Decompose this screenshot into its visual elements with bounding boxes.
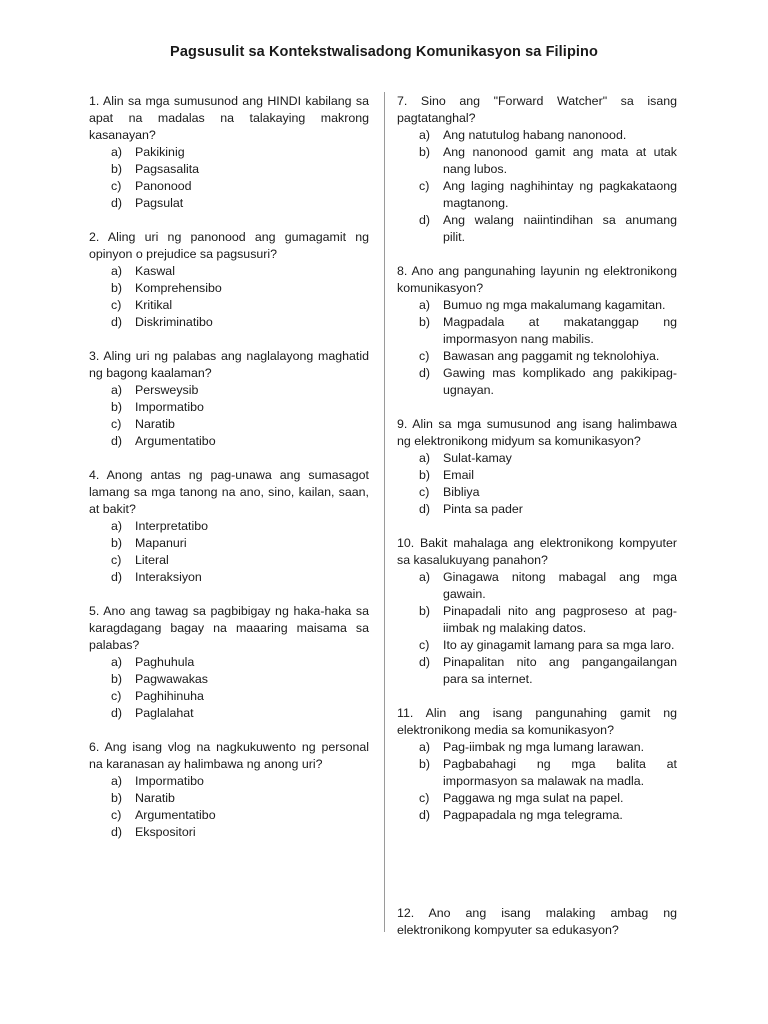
choice-text: Bawasan ang paggamit ng teknolohiya. (443, 349, 660, 363)
choice-item[interactable] (397, 603, 677, 637)
choice-letter: d) (111, 825, 123, 839)
choice-text: Pagsulat (135, 196, 184, 210)
question-text: 2. Aling uri ng panonood ang gumagamit ng opinyon o prejudice sa pagsusuri? (89, 230, 369, 261)
choice-item[interactable] (89, 178, 369, 195)
choice-letter: c) (111, 417, 122, 431)
question-7 (397, 93, 677, 246)
choice-text: Ang walang naiintindihan sa anumang pilit. (443, 213, 677, 244)
choice-item[interactable] (89, 688, 369, 705)
question-text: 6. Ang isang vlog na nagkukuwento ng personal na karanasan ay halimbawa ng anong uri? (89, 740, 369, 771)
choice-list (397, 297, 677, 399)
choice-letter: c) (111, 808, 122, 822)
choice-letter: c) (111, 553, 122, 567)
choice-letter: a) (111, 264, 123, 278)
question-text: 10. Bakit mahalaga ang elektronikong kompyuter sa kasalukuyang panahon? (397, 536, 677, 567)
choice-letter: c) (111, 689, 122, 703)
question-text: 9. Alin sa mga sumusunod ang isang halimbawa ng elektronikong midyum sa komunikasyon? (397, 417, 677, 448)
choice-item[interactable] (89, 790, 369, 807)
choice-item[interactable] (397, 637, 677, 654)
choice-letter: b) (111, 672, 123, 686)
choice-letter: c) (419, 791, 430, 805)
choice-text: Mapanuri (135, 536, 187, 550)
choice-item[interactable] (89, 773, 369, 790)
choice-letter: a) (111, 519, 123, 533)
question-text: 5. Ano ang tawag sa pagbibigay ng haka-haka sa karagdagang bagay na maaaring maisama sa palabas? (89, 604, 369, 652)
choice-text: Paghihinuha (135, 689, 204, 703)
choice-text: Pinapadali nito ang pagproseso at pag-iimbak ng malaking datos. (443, 604, 677, 635)
left-column (89, 93, 369, 858)
choice-text: Interaksiyon (135, 570, 202, 584)
document-title: Pagsusulit sa Kontekstwalisadong Komunikasyon sa Filipino (170, 44, 598, 60)
choice-letter: a) (111, 774, 123, 788)
choice-letter: b) (419, 757, 431, 771)
choice-item[interactable] (89, 654, 369, 671)
choice-letter: b) (111, 281, 123, 295)
choice-item[interactable] (89, 807, 369, 824)
blank-space (397, 841, 677, 905)
question-1 (89, 93, 369, 212)
choice-item[interactable] (89, 382, 369, 399)
choice-list (89, 382, 369, 450)
choice-letter: d) (111, 570, 123, 584)
choice-text: Pakikinig (135, 145, 185, 159)
choice-letter: a) (419, 298, 431, 312)
choice-item[interactable] (397, 807, 677, 824)
choice-item[interactable] (397, 467, 677, 484)
choice-text: Magpadala at makatanggap ng impormasyon nang mabilis. (443, 315, 677, 346)
choice-text: Pinta sa pader (443, 502, 523, 516)
choice-item[interactable] (397, 314, 677, 348)
choice-letter: b) (419, 604, 431, 618)
choice-item[interactable] (89, 416, 369, 433)
choice-letter: d) (419, 366, 431, 380)
choice-item[interactable] (89, 671, 369, 688)
choice-letter: a) (111, 655, 123, 669)
choice-item[interactable] (397, 348, 677, 365)
choice-list (397, 569, 677, 688)
choice-letter: d) (419, 655, 431, 669)
question-8 (397, 263, 677, 399)
choice-item[interactable] (397, 739, 677, 756)
choice-text: Impormatibo (135, 400, 204, 414)
choice-item[interactable] (89, 399, 369, 416)
choice-letter: b) (111, 791, 123, 805)
question-text: 4. Anong antas ng pag-unawa ang sumasagot lamang sa mga tanong na ano, sino, kailan, saan, at bakit? (89, 468, 369, 516)
question-text: 7. Sino ang "Forward Watcher" sa isang pagtatanghal? (397, 94, 677, 125)
choice-text: Ang laging naghihintay ng pagkakataong magtanong. (443, 179, 677, 210)
choice-letter: a) (419, 740, 431, 754)
choice-text: Diskriminatibo (135, 315, 213, 329)
choice-item[interactable] (397, 790, 677, 807)
choice-letter: c) (111, 298, 122, 312)
choice-item[interactable] (89, 280, 369, 297)
choice-item[interactable] (397, 365, 677, 399)
choice-item[interactable] (89, 161, 369, 178)
choice-letter: a) (419, 570, 431, 584)
choice-item[interactable] (397, 484, 677, 501)
choice-text: Ito ay ginagamit lamang para sa mga laro. (443, 638, 675, 652)
choice-text: Komprehensibo (135, 281, 222, 295)
question-5 (89, 603, 369, 722)
choice-letter: b) (419, 145, 431, 159)
choice-text: Ang nanonood gamit ang mata at utak nang lubos. (443, 145, 677, 176)
choice-item[interactable] (89, 314, 369, 331)
choice-text: Ang natutulog habang nanonood. (443, 128, 627, 142)
choice-text: Pag-iimbak ng mga lumang larawan. (443, 740, 645, 754)
choice-text: Ginagawa nitong mabagal ang mga gawain. (443, 570, 677, 601)
choice-list (89, 773, 369, 841)
question-text: 12. Ano ang isang malaking ambag ng elektronikong kompyuter sa edukasyon? (397, 906, 677, 937)
choice-letter: c) (419, 638, 430, 652)
choice-item[interactable] (89, 144, 369, 161)
choice-item[interactable] (397, 450, 677, 467)
choice-text: Naratib (135, 417, 175, 431)
question-text: 1. Alin sa mga sumusunod ang HINDI kabilang sa apat na madalas na talakaying makrong kasanayan? (89, 94, 369, 142)
choice-item[interactable] (89, 824, 369, 841)
choice-letter: c) (419, 485, 430, 499)
choice-letter: d) (111, 196, 123, 210)
choice-letter: b) (111, 536, 123, 550)
choice-list (89, 518, 369, 586)
choice-letter: a) (111, 383, 123, 397)
choice-text: Pagbabahagi ng mga balita at impormasyon sa malawak na madla. (443, 757, 677, 788)
choice-item[interactable] (89, 569, 369, 586)
choice-item[interactable] (397, 569, 677, 603)
question-12 (397, 905, 677, 939)
choice-item[interactable] (397, 756, 677, 790)
choice-text: Naratib (135, 791, 175, 805)
choice-text: Panonood (135, 179, 192, 193)
choice-letter: b) (111, 162, 123, 176)
question-11 (397, 705, 677, 824)
choice-list (89, 654, 369, 722)
choice-text: Email (443, 468, 474, 482)
choice-list (397, 739, 677, 824)
choice-list (89, 263, 369, 331)
question-3 (89, 348, 369, 450)
choice-item[interactable] (397, 144, 677, 178)
choice-letter: c) (419, 179, 430, 193)
question-9 (397, 416, 677, 518)
choice-text: Paggawa ng mga sulat na papel. (443, 791, 624, 805)
choice-letter: d) (419, 502, 431, 516)
choice-text: Argumentatibo (135, 808, 216, 822)
choice-list (397, 127, 677, 246)
choice-text: Argumentatibo (135, 434, 216, 448)
choice-letter: d) (111, 434, 123, 448)
choice-letter: a) (419, 451, 431, 465)
choice-text: Pinapalitan nito ang pangangailangan para sa internet. (443, 655, 677, 686)
choice-item[interactable] (397, 654, 677, 688)
choice-text: Ekspositori (135, 825, 196, 839)
choice-item[interactable] (89, 195, 369, 212)
choice-letter: d) (111, 706, 123, 720)
choice-text: Impormatibo (135, 774, 204, 788)
question-2 (89, 229, 369, 331)
choice-letter: c) (111, 179, 122, 193)
choice-letter: a) (111, 145, 123, 159)
choice-letter: b) (419, 315, 431, 329)
choice-text: Literal (135, 553, 169, 567)
question-6 (89, 739, 369, 841)
choice-text: Paglalahat (135, 706, 194, 720)
choice-text: Pagsasalita (135, 162, 200, 176)
question-4 (89, 467, 369, 586)
choice-list (397, 450, 677, 518)
choice-item[interactable] (89, 552, 369, 569)
column-divider (384, 92, 385, 932)
choice-letter: b) (111, 400, 123, 414)
choice-item[interactable] (89, 705, 369, 722)
question-text: 11. Alin ang isang pangunahing gamit ng elektronikong media sa komunikasyon? (397, 706, 677, 737)
choice-text: Pagwawakas (135, 672, 209, 686)
choice-item[interactable] (397, 178, 677, 212)
choice-item[interactable] (89, 297, 369, 314)
right-column (397, 93, 677, 956)
choice-item[interactable] (397, 212, 677, 246)
choice-text: Sulat-kamay (443, 451, 512, 465)
choice-text: Kaswal (135, 264, 175, 278)
choice-letter: d) (419, 213, 431, 227)
choice-text: Paghuhula (135, 655, 195, 669)
choice-list (89, 144, 369, 212)
question-text: 8. Ano ang pangunahing layunin ng elektronikong komunikasyon? (397, 264, 677, 295)
choice-item[interactable] (397, 127, 677, 144)
question-10 (397, 535, 677, 688)
choice-text: Bibliya (443, 485, 480, 499)
choice-item[interactable] (397, 297, 677, 314)
choice-text: Kritikal (135, 298, 173, 312)
choice-item[interactable] (89, 518, 369, 535)
choice-item[interactable] (89, 263, 369, 280)
question-text: 3. Aling uri ng palabas ang naglalayong maghatid ng bagong kaalaman? (89, 349, 369, 380)
choice-letter: d) (111, 315, 123, 329)
choice-text: Bumuo ng mga makalumang kagamitan. (443, 298, 666, 312)
choice-item[interactable] (89, 433, 369, 450)
choice-letter: a) (419, 128, 431, 142)
choice-letter: c) (419, 349, 430, 363)
choice-text: Pagpapadala ng mga telegrama. (443, 808, 623, 822)
choice-text: Interpretatibo (135, 519, 209, 533)
choice-text: Persweysib (135, 383, 199, 397)
choice-text: Gawing mas komplikado ang pakikipag-ugnayan. (443, 366, 677, 397)
choice-letter: d) (419, 808, 431, 822)
choice-item[interactable] (89, 535, 369, 552)
choice-item[interactable] (397, 501, 677, 518)
choice-letter: b) (419, 468, 431, 482)
